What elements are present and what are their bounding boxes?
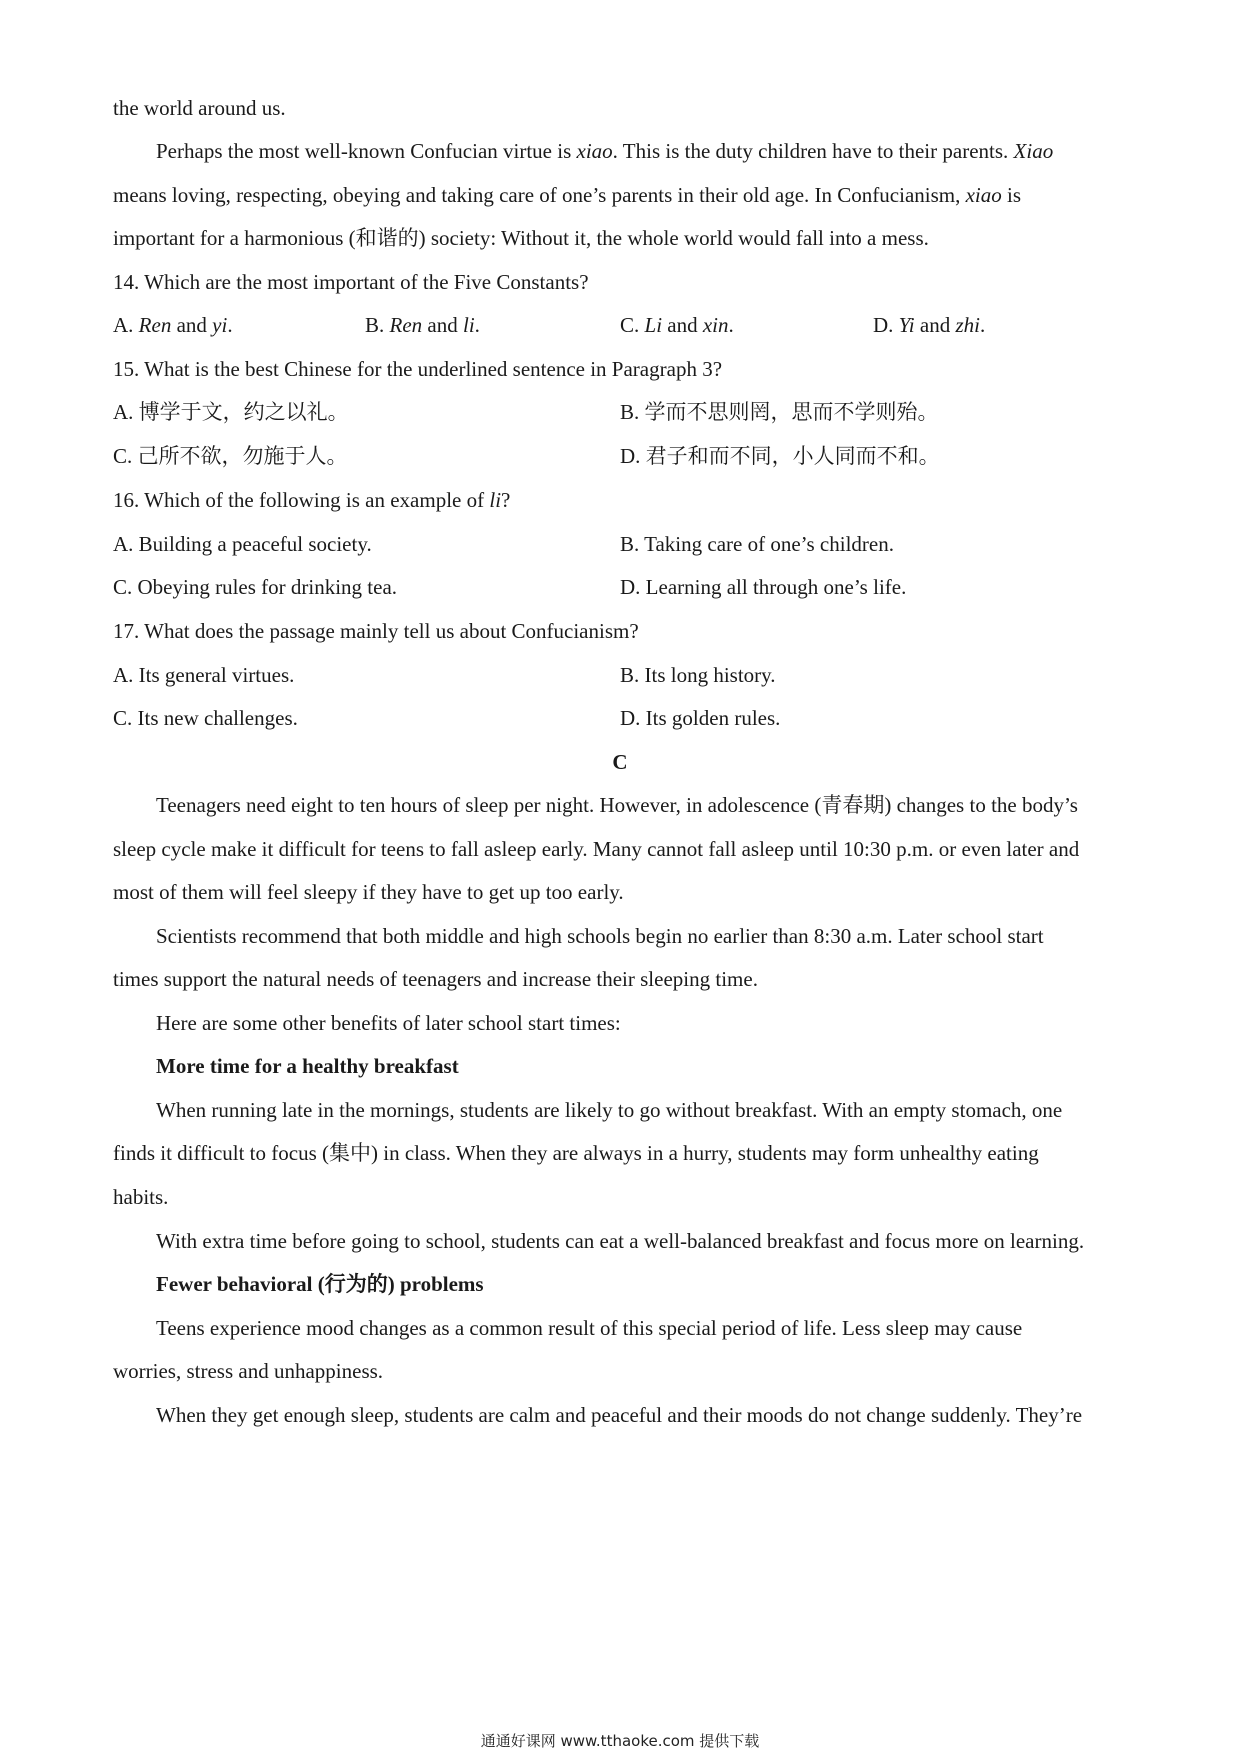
q14-option-b: B. Ren and li. [365, 313, 480, 337]
paragraph-line: the world around us. [113, 96, 286, 120]
q14-option-a: A. Ren and yi. [113, 313, 233, 337]
page-footer: 通通好课网 www.tthaoke.com 提供下载 [480, 1732, 760, 1750]
question-15-stem: 15. What is the best Chinese for the underlined sentence in Paragraph 3? [113, 357, 723, 381]
q15-option-a: A. 博学于文，约之以礼。 [113, 400, 349, 424]
paragraph-line: sleep cycle make it difficult for teens to fall asleep early. Many cannot fall asleep until 10:30 p.m. or even later and [113, 837, 1080, 861]
q17-option-d: D. Its golden rules. [620, 706, 781, 730]
q15-option-b: B. 学而不思则罔，思而不学则殆。 [620, 400, 939, 424]
question-17-stem: 17. What does the passage mainly tell us about Confucianism? [113, 619, 639, 643]
question-16-stem: 16. Which of the following is an example of li? [113, 488, 511, 512]
q17-option-b: B. Its long history. [620, 663, 776, 687]
q15-option-c: C. 己所不欲，勿施于人。 [113, 444, 348, 468]
paragraph-line: Perhaps the most well-known Confucian virtue is xiao. This is the duty children have to their parents. Xiao [156, 139, 1054, 163]
paragraph-line: worries, stress and unhappiness. [113, 1359, 384, 1383]
q14-option-c: C. Li and xin. [620, 313, 734, 337]
paragraph-line: important for a harmonious (和谐的) society: Without it, the whole world would fall into a mess. [113, 226, 929, 250]
paragraph-line: habits. [113, 1185, 169, 1209]
paragraph-line: Here are some other benefits of later school start times: [156, 1011, 621, 1035]
q17-option-a: A. Its general virtues. [113, 663, 295, 687]
q14-option-d: D. Yi and zhi. [873, 313, 986, 337]
paragraph-line: most of them will feel sleepy if they have to get up too early. [113, 880, 624, 904]
paragraph-line: When they get enough sleep, students are calm and peaceful and their moods do not change suddenly. They’re [156, 1403, 1083, 1427]
subheading: Fewer behavioral (行为的) problems [156, 1272, 484, 1296]
paragraph-line: times support the natural needs of teenagers and increase their sleeping time. [113, 967, 758, 991]
q16-option-b: B. Taking care of one’s children. [620, 532, 894, 556]
section-heading: C [612, 750, 628, 774]
paragraph-line: Teenagers need eight to ten hours of sleep per night. However, in adolescence (青春期) changes to the body’s [156, 793, 1078, 817]
paragraph-line: With extra time before going to school, students can eat a well-balanced breakfast and focus more on learning. [156, 1229, 1085, 1253]
question-14-stem: 14. Which are the most important of the Five Constants? [113, 270, 589, 294]
paragraph-line: means loving, respecting, obeying and taking care of one’s parents in their old age. In Confucianism, xiao is [113, 183, 1022, 207]
paragraph-line: When running late in the mornings, students are likely to go without breakfast. With an empty stomach, one [156, 1098, 1063, 1122]
paragraph-line: finds it difficult to focus (集中) in class. When they are always in a hurry, students may form unhealthy eating [113, 1141, 1039, 1165]
paragraph-line: Teens experience mood changes as a common result of this special period of life. Less sleep may cause [156, 1316, 1023, 1340]
q17-option-c: C. Its new challenges. [113, 706, 298, 730]
q16-option-a: A. Building a peaceful society. [113, 532, 372, 556]
subheading: More time for a healthy breakfast [156, 1054, 459, 1078]
q16-option-c: C. Obeying rules for drinking tea. [113, 575, 398, 599]
paragraph-line: Scientists recommend that both middle and high schools begin no earlier than 8:30 a.m. Later school start [156, 924, 1044, 948]
q15-option-d: D. 君子和而不同，小人同而不和。 [620, 444, 940, 468]
q16-option-d: D. Learning all through one’s life. [620, 575, 907, 599]
